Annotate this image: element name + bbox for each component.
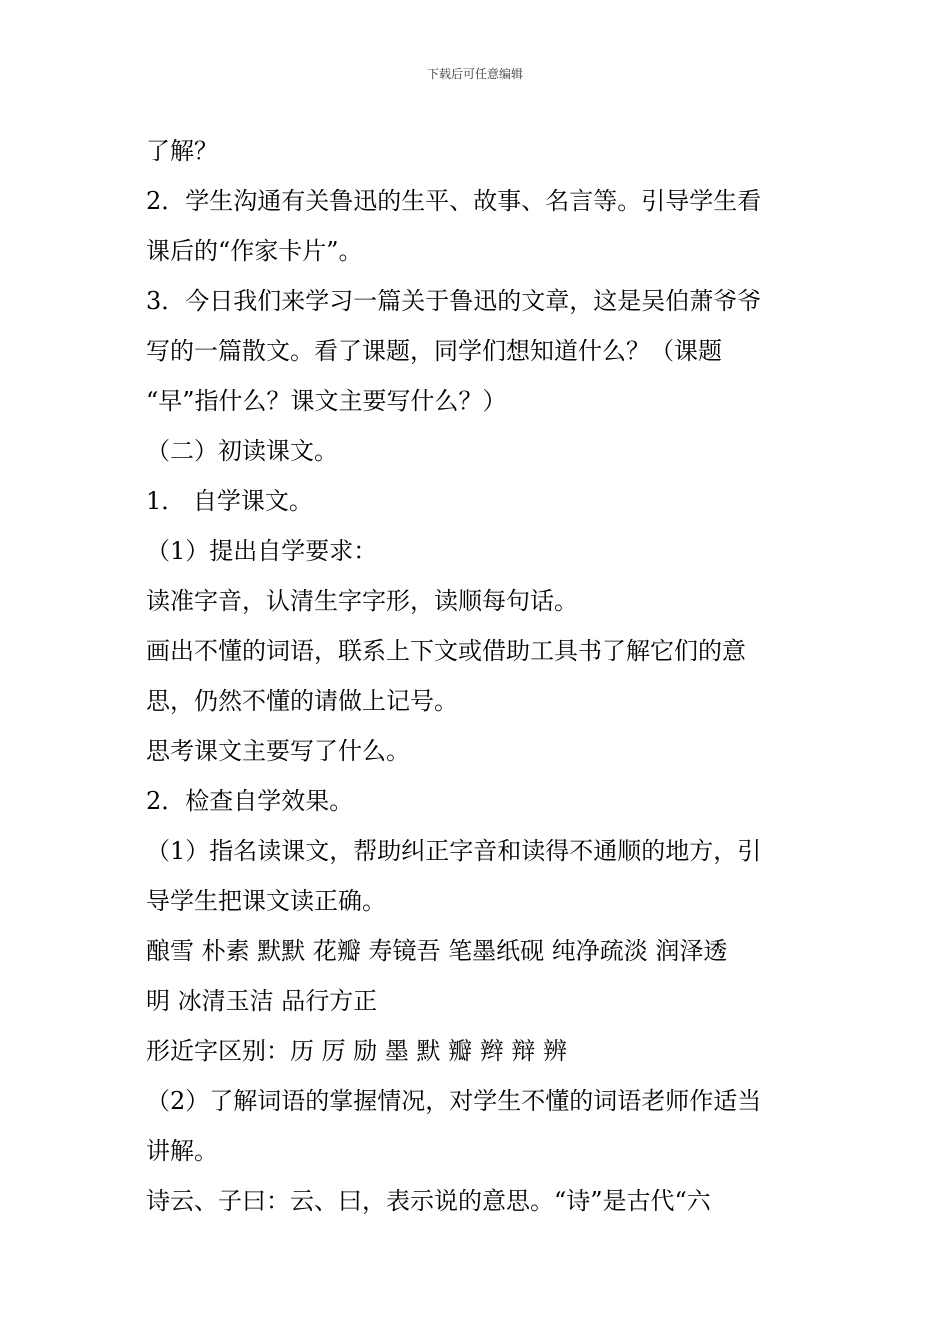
text-line: 课后的“作家卡片”。 [146,237,363,265]
text-line: 画出不懂的词语，联系上下文或借助工具书了解它们的意 [146,637,746,665]
text-line: （1）指名读课文，帮助纠正字音和读得不通顺的地方，引 [146,837,762,865]
text-line: 了解？ [146,137,218,165]
text-line: “早”指什么？课文主要写什么？） [146,387,507,415]
vocabulary-line: 明 冰清玉洁 品行方正 [146,987,378,1015]
text-line: 思考课文主要写了什么。 [146,737,410,765]
text-line: 写的一篇散文。看了课题，同学们想知道什么？（课题 [146,337,722,365]
text-line: 1． 自学课文。 [146,487,313,515]
text-line: 3．今日我们来学习一篇关于鲁迅的文章，这是吴伯萧爷爷 [146,287,762,315]
section-heading: （二）初读课文。 [146,437,338,465]
text-line: 讲解。 [146,1137,218,1165]
text-line: 2．检查自学效果。 [146,787,354,815]
document-body [146,126,810,1226]
text-line: 2．学生沟通有关鲁迅的生平、故事、名言等。引导学生看 [146,187,762,215]
text-line: 读准字音，认清生字字形，读顺每句话。 [146,587,578,615]
page-header: 下载后可任意编辑 [426,67,523,81]
text-line: 思，仍然不懂的请做上记号。 [146,687,458,715]
text-line: （2）了解词语的掌握情况，对学生不懂的词语老师作适当 [146,1087,762,1115]
text-line: 导学生把课文读正确。 [146,887,386,915]
text-line: （1）提出自学要求： [146,537,378,565]
vocabulary-line: 酿雪 朴素 默默 花瓣 寿镜吾 笔墨纸砚 纯净疏淡 润泽透 [146,937,728,965]
text-line: 诗云、子曰：云、曰，表示说的意思。“诗”是古代“六 [146,1187,711,1215]
similar-characters-line: 形近字区别：历 厉 励 墨 默 瓣 辫 辩 辨 [146,1037,568,1065]
